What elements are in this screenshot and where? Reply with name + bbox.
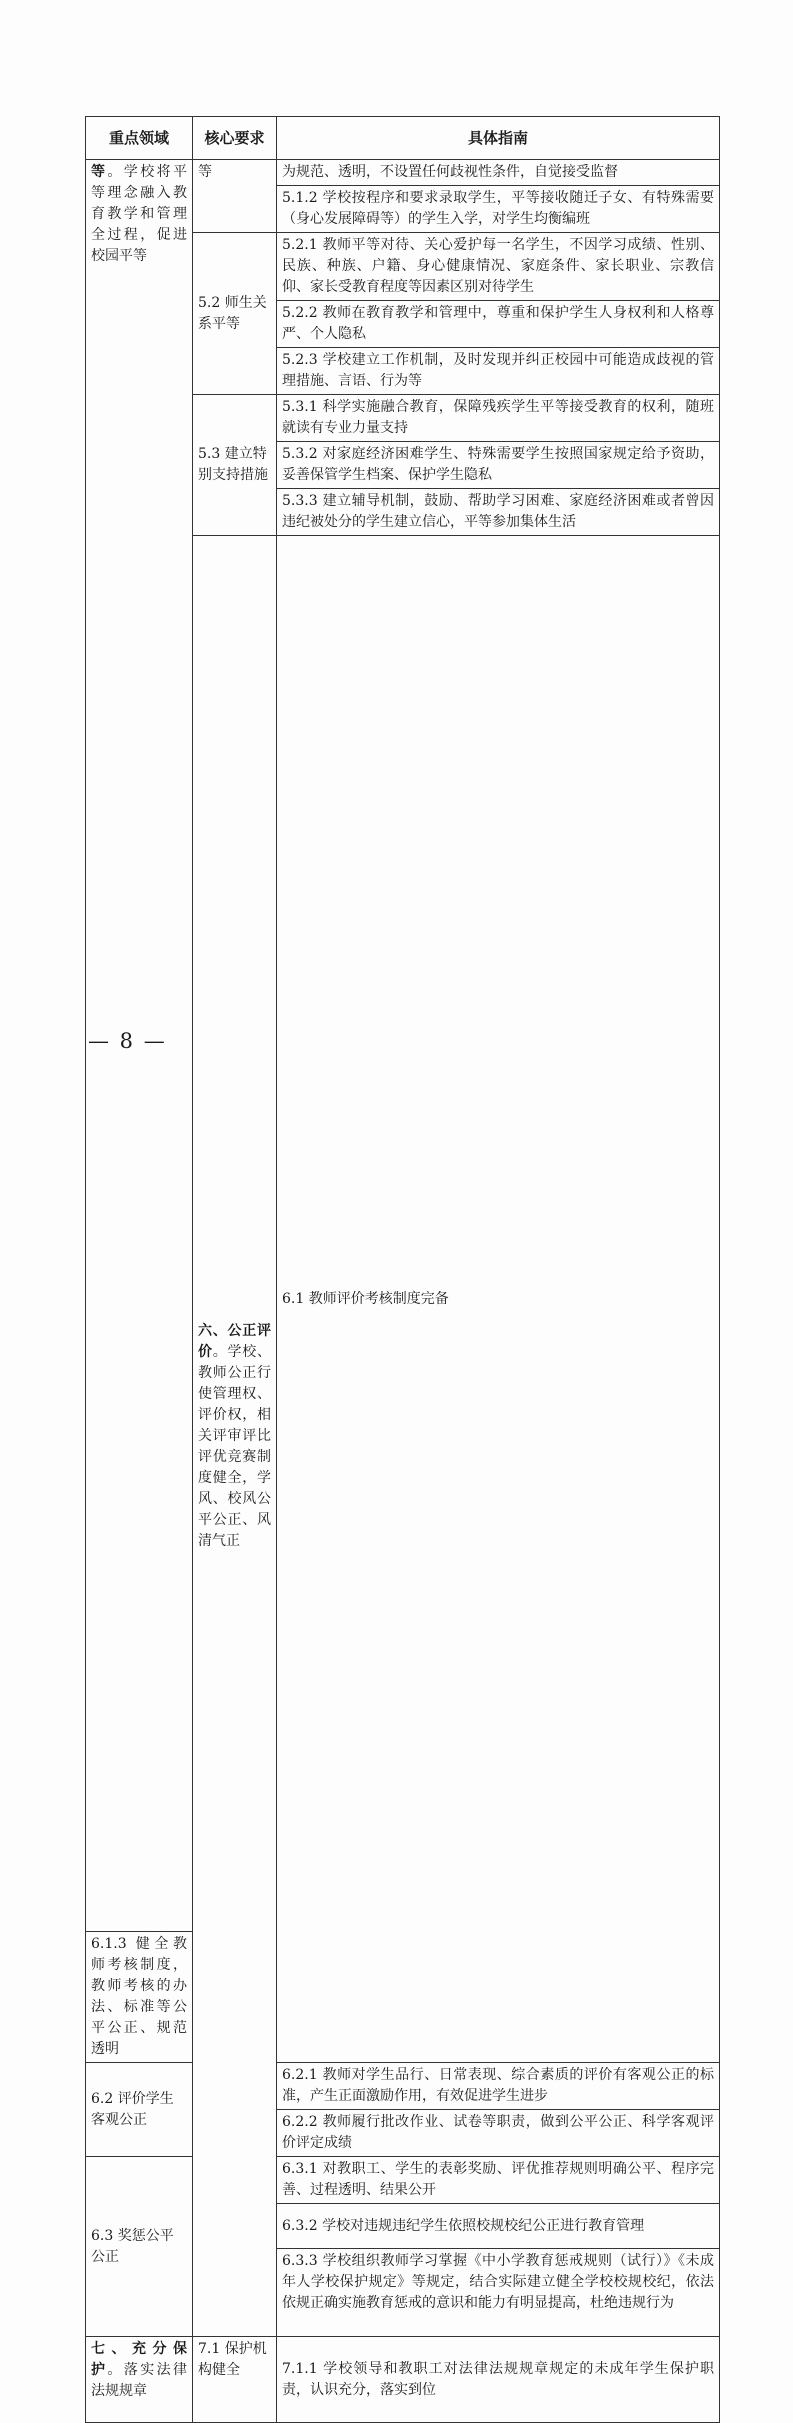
table-row bbox=[86, 2063, 720, 2110]
guide-5-2-3: 5.2.3 学校建立工作机制，及时发现并纠正校园中可能造成歧视的管理措施、言语、行为等 bbox=[277, 348, 720, 395]
header-domain: 重点领域 bbox=[86, 117, 193, 160]
guide-5-2-1: 5.2.1 教师平等对待、关心爱护每一名学生，不因学习成绩、性别、民族、种族、户籍、身心健康情况、家庭条件、家长职业、宗教信仰、家长受教育程度等因素区别对待学生 bbox=[277, 233, 720, 301]
guide-5-1-2-cont: 为规范、透明，不设置任何歧视性条件，自觉接受监督 bbox=[277, 160, 720, 186]
domain-desc-5: 。学校将平等理念融入教育教学和管理全过程，促进校园平等 bbox=[91, 164, 188, 264]
guide-6-3-3: 6.3.3 学校组织教师学习掌握《中小学教育惩戒规则（试行）》《未成年人学校保护规定》等规定，结合实际建立健全学校校规校纪，依法依规正确实施教育惩戒的意识和能力有明显提高，杜绝违规行为 bbox=[277, 2249, 720, 2337]
domain-cell-7 bbox=[86, 2337, 193, 2423]
domain-cell-6 bbox=[193, 536, 277, 2337]
guide-5-2-2: 5.2.2 教师在教育教学和管理中，尊重和保护学生人身权利和人格尊严、个人隐私 bbox=[277, 301, 720, 348]
req-5-1-cont: 等 bbox=[193, 160, 277, 233]
guide-7-1-1: 7.1.1 学校领导和教职工对法律法规规章规定的未成年学生保护职责，认识充分，落实到位 bbox=[277, 2337, 720, 2423]
guide-5-3-1: 5.3.1 科学实施融合教育，保障残疾学生平等接受教育的权利，随班就读有专业力量支持 bbox=[277, 395, 720, 442]
page-number: — 8 — bbox=[88, 1029, 167, 1053]
domain-desc-6: 。学校、教师公正行使管理权、评价权，相关评审评比评优竞赛制度健全，学风、校风公平公正、风清气正 bbox=[198, 1343, 271, 1549]
req-6-1: 6.1 教师评价考核制度完备 bbox=[277, 536, 720, 2063]
guide-6-2-2: 6.2.2 教师履行批改作业、试卷等职责，做到公平公正、科学客观评价评定成绩 bbox=[277, 2110, 720, 2157]
domain-title-7: 七、充分保护 bbox=[91, 2341, 187, 2378]
guide-5-3-2: 5.3.2 对家庭经济困难学生、特殊需要学生按照国家规定给予资助，妥善保管学生档案、保护学生隐私 bbox=[277, 442, 720, 489]
guide-6-1-3: 6.1.3 健全教师考核制度，教师考核的办法、标准等公平公正、规范透明 bbox=[86, 1932, 193, 2063]
table-row bbox=[86, 2157, 720, 2204]
header-guide: 具体指南 bbox=[277, 117, 720, 160]
guide-6-2-1: 6.2.1 教师对学生品行、日常表现、综合素质的评价有客观公正的标准，产生正面激励作用，有效促进学生进步 bbox=[277, 2063, 720, 2110]
domain-title-6: 六、公正评价 bbox=[198, 1322, 271, 1360]
header-row bbox=[86, 117, 720, 160]
req-6-2: 6.2 评价学生客观公正 bbox=[86, 2063, 193, 2157]
guide-6-3-1: 6.3.1 对教职工、学生的表彰奖励、评优推荐规则明确公平、程序完善、过程透明、结果公开 bbox=[277, 2157, 720, 2204]
header-requirement: 核心要求 bbox=[193, 117, 277, 160]
guide-5-3-3: 5.3.3 建立辅导机制，鼓励、帮助学习困难、家庭经济困难或者曾因违纪被处分的学生建立信心，平等参加集体生活 bbox=[277, 489, 720, 536]
guide-6-3-2: 6.3.2 学校对违规违纪学生依照校规校纪公正进行教育管理 bbox=[277, 2204, 720, 2249]
domain-title-5: 等 bbox=[91, 164, 108, 180]
table-row bbox=[86, 160, 720, 186]
req-5-2: 5.2 师生关系平等 bbox=[193, 233, 277, 395]
guide-5-1-2: 5.1.2 学校按程序和要求录取学生，平等接收随迁子女、有特殊需要（身心发展障碍等）的学生入学，对学生均衡编班 bbox=[277, 186, 720, 233]
req-5-3: 5.3 建立特别支持措施 bbox=[193, 395, 277, 536]
guideline-table bbox=[85, 116, 720, 2423]
domain-desc-7: 。落实法律法规规章 bbox=[91, 2362, 188, 2399]
req-6-3: 6.3 奖惩公平公正 bbox=[86, 2157, 193, 2337]
req-7-1: 7.1 保护机构健全 bbox=[193, 2337, 277, 2423]
table-row bbox=[86, 2337, 720, 2423]
